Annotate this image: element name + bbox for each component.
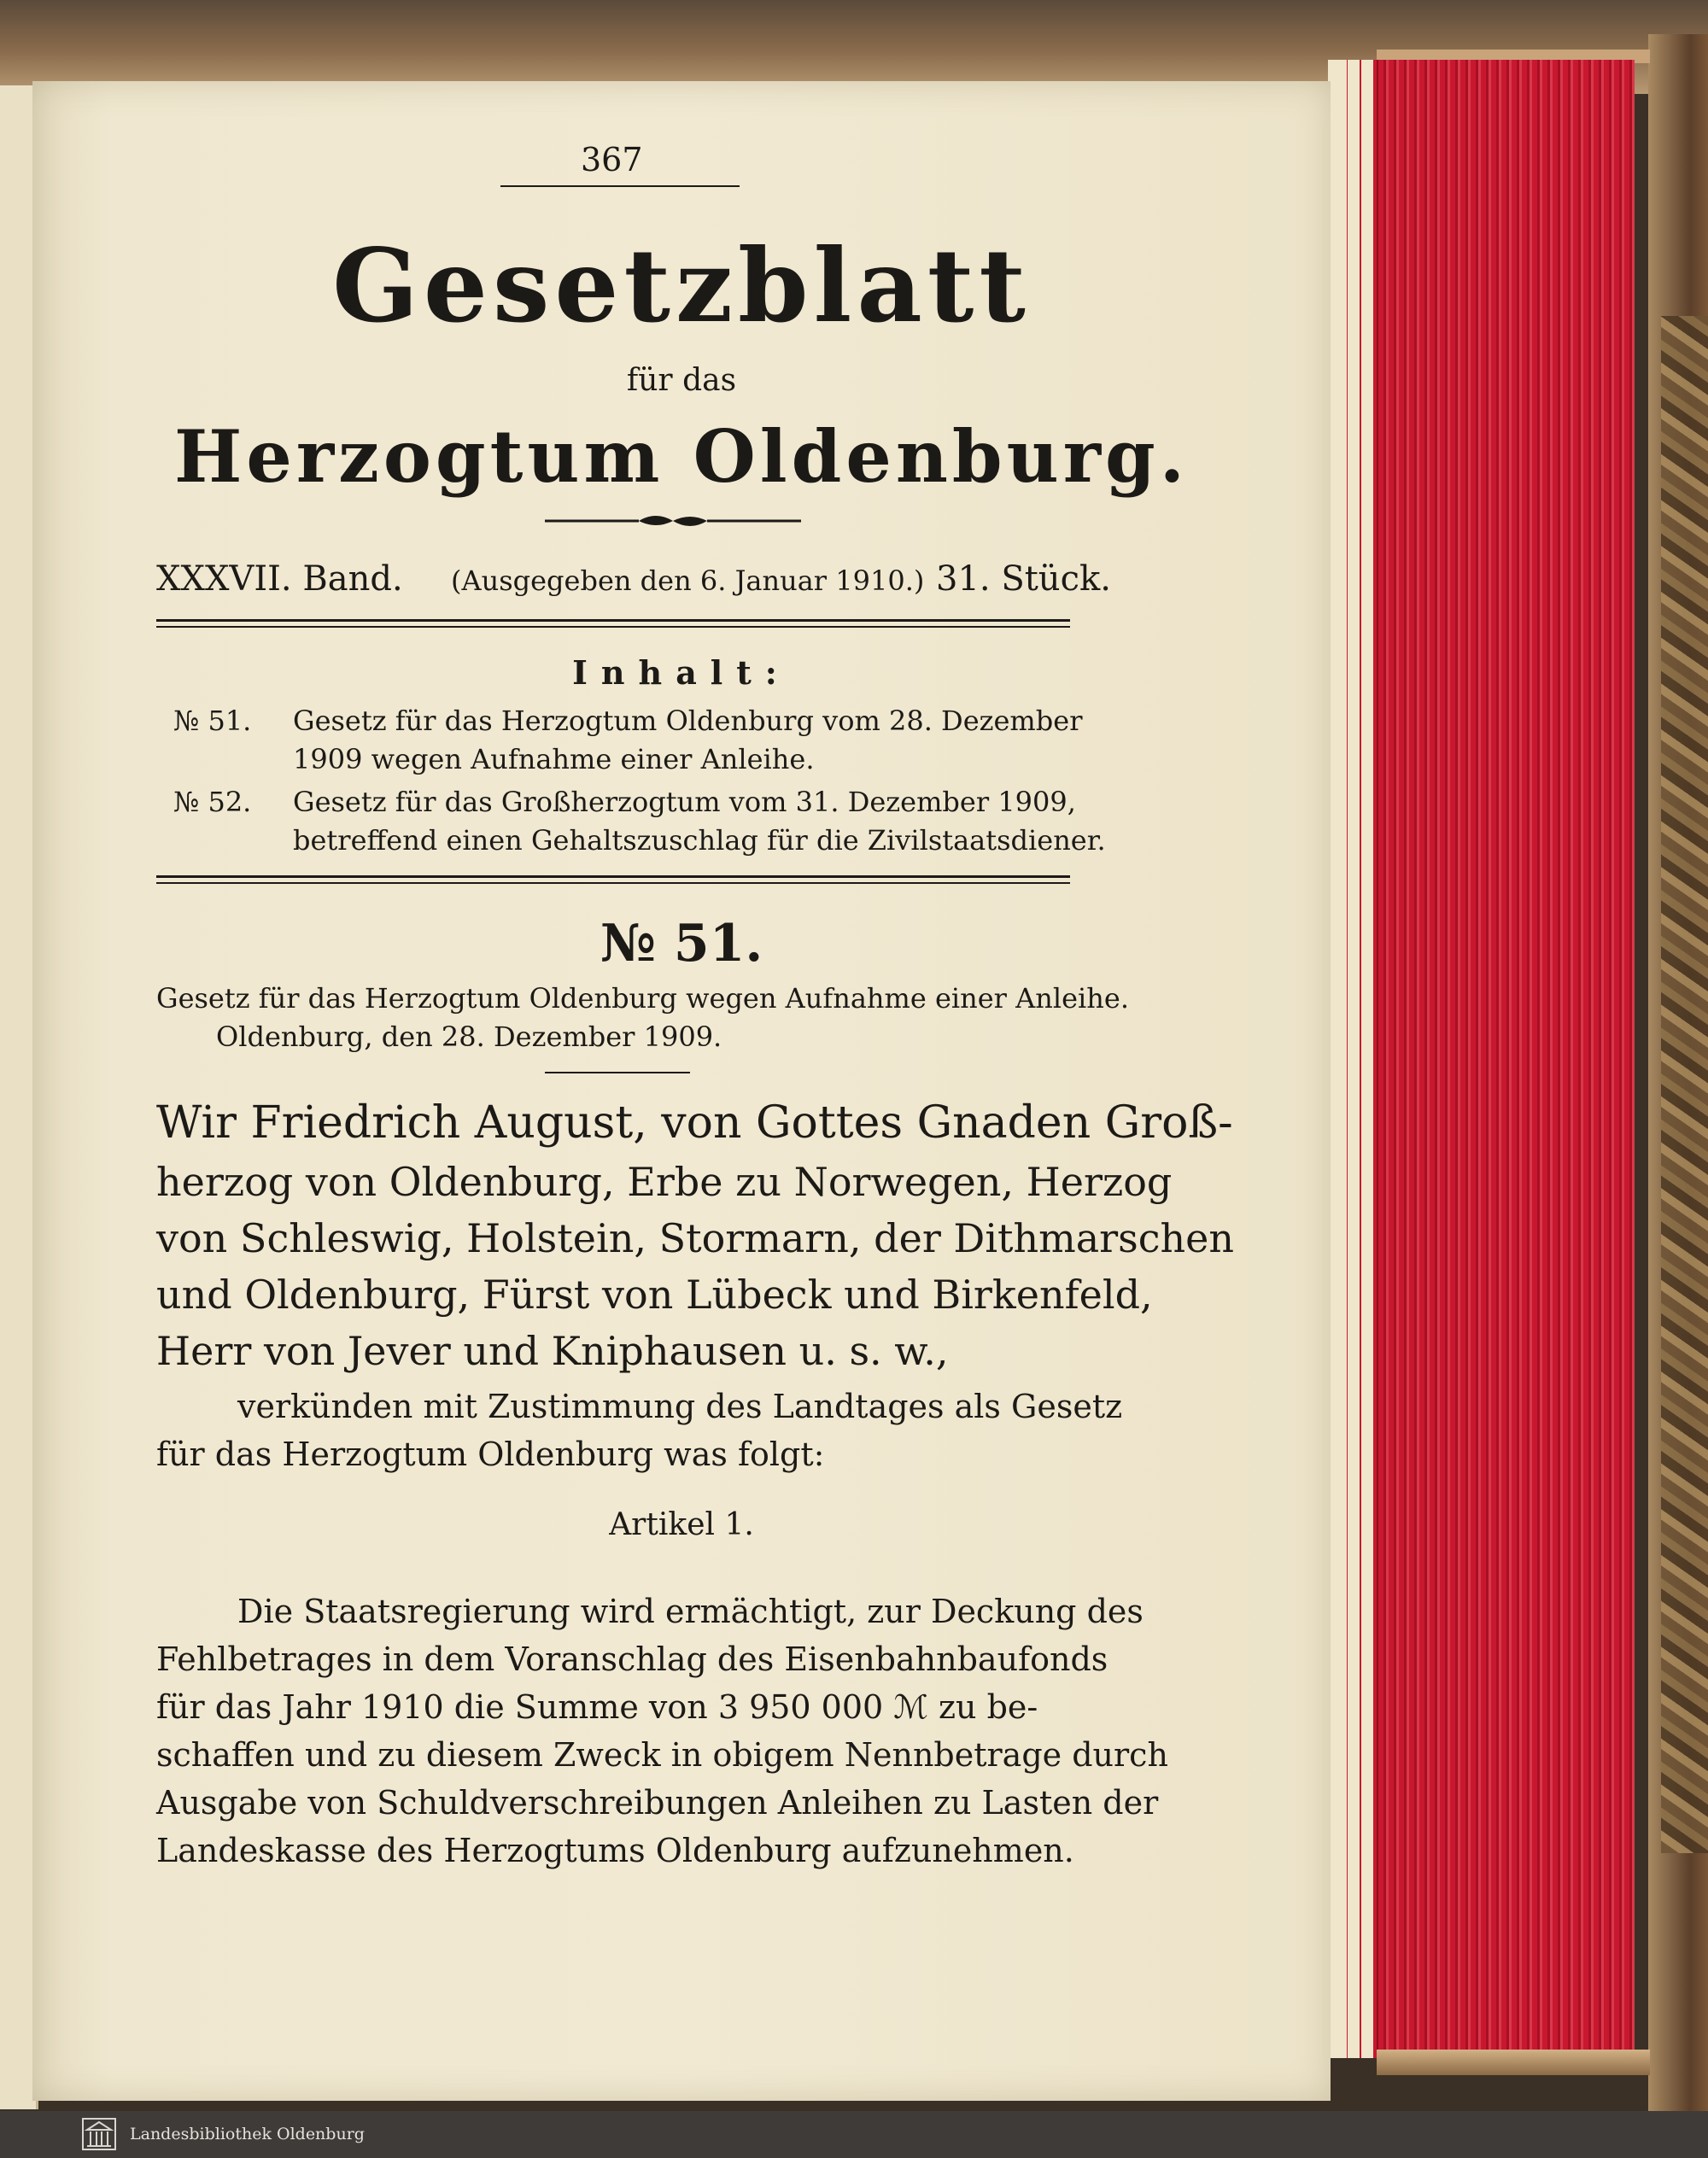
contents-item-number: № 51. — [173, 705, 252, 737]
proclamation-line: verkünden mit Zustimmung des Landtages als Gesetz — [237, 1388, 1123, 1425]
library-logo-icon — [82, 2118, 116, 2150]
library-name: Landesbibliothek Oldenburg — [130, 2125, 365, 2143]
double-rule — [156, 626, 1070, 628]
double-rule — [156, 619, 1070, 622]
article-heading: Artikel 1. — [609, 1507, 754, 1542]
subtitle-large: Herzogtum Oldenburg. — [174, 414, 1189, 499]
gazette-title: Gesetzblatt — [332, 226, 1031, 345]
article-line: schaffen und zu diesem Zweck in obigem Nennbetrage durch — [156, 1736, 1168, 1774]
piece-number: 31. Stück. — [936, 559, 1111, 599]
contents-item-text: betreffend einen Gehaltszuschlag für die Zivilstaatsdiener. — [293, 824, 1106, 857]
contents-item-text: Gesetz für das Herzogtum Oldenburg vom 28. Dezember — [293, 705, 1083, 737]
law-subject: Gesetz für das Herzogtum Oldenburg wegen Aufnahme einer Anleihe. — [156, 982, 1129, 1015]
contents-item-text: Gesetz für das Großherzogtum vom 31. Dezember 1909, — [293, 786, 1076, 818]
preamble-line: herzog von Oldenburg, Erbe zu Norwegen, Herzog — [156, 1159, 1173, 1205]
contents-heading: Inhalt: — [572, 653, 791, 692]
marbled-cover — [1661, 316, 1708, 1853]
article-line: für das Jahr 1910 die Summe von 3 950 000 ℳ zu be- — [156, 1688, 1038, 1726]
viewer-footer — [0, 2111, 1708, 2158]
ornament-divider — [545, 508, 801, 534]
preamble-line: Herr von Jever und Kniphausen u. s. w., — [156, 1328, 949, 1374]
article-line: Ausgabe von Schuldverschreibungen Anleihen zu Lasten der — [156, 1784, 1159, 1822]
red-page-edges — [1377, 60, 1635, 2058]
article-line: Die Staatsregierung wird ermächtigt, zur Deckung des — [237, 1593, 1144, 1630]
page-number: 367 — [581, 141, 643, 178]
short-divider — [545, 1072, 690, 1073]
preamble-line: von Schleswig, Holstein, Stormarn, der Dithmarschen — [156, 1215, 1235, 1261]
issue-date: (Ausgegeben den 6. Januar 1910.) — [451, 564, 925, 597]
book-bottom-edge — [1377, 2050, 1650, 2075]
law-date: Oldenburg, den 28. Dezember 1909. — [216, 1021, 722, 1053]
double-rule — [156, 875, 1070, 878]
page-edge — [1361, 60, 1377, 2058]
law-number: № 51. — [600, 914, 763, 974]
divider — [500, 185, 740, 187]
contents-item-text: 1909 wegen Aufnahme einer Anleihe. — [293, 743, 815, 775]
preamble-line: und Oldenburg, Fürst von Lübeck und Birkenfeld, — [156, 1272, 1153, 1318]
document-page — [32, 81, 1331, 2101]
subtitle-small: für das — [626, 363, 737, 398]
contents-item-number: № 52. — [173, 786, 252, 818]
volume-label: XXXVII. Band. — [156, 559, 403, 599]
article-line: Fehlbetrages in dem Voranschlag des Eisenbahnbaufonds — [156, 1640, 1108, 1678]
article-line: Landeskasse des Herzogtums Oldenburg aufzunehmen. — [156, 1832, 1074, 1869]
preamble-line: Wir Friedrich August, von Gottes Gnaden Groß- — [156, 1097, 1233, 1149]
proclamation-line: für das Herzogtum Oldenburg was folgt: — [156, 1436, 825, 1473]
double-rule — [156, 882, 1070, 884]
